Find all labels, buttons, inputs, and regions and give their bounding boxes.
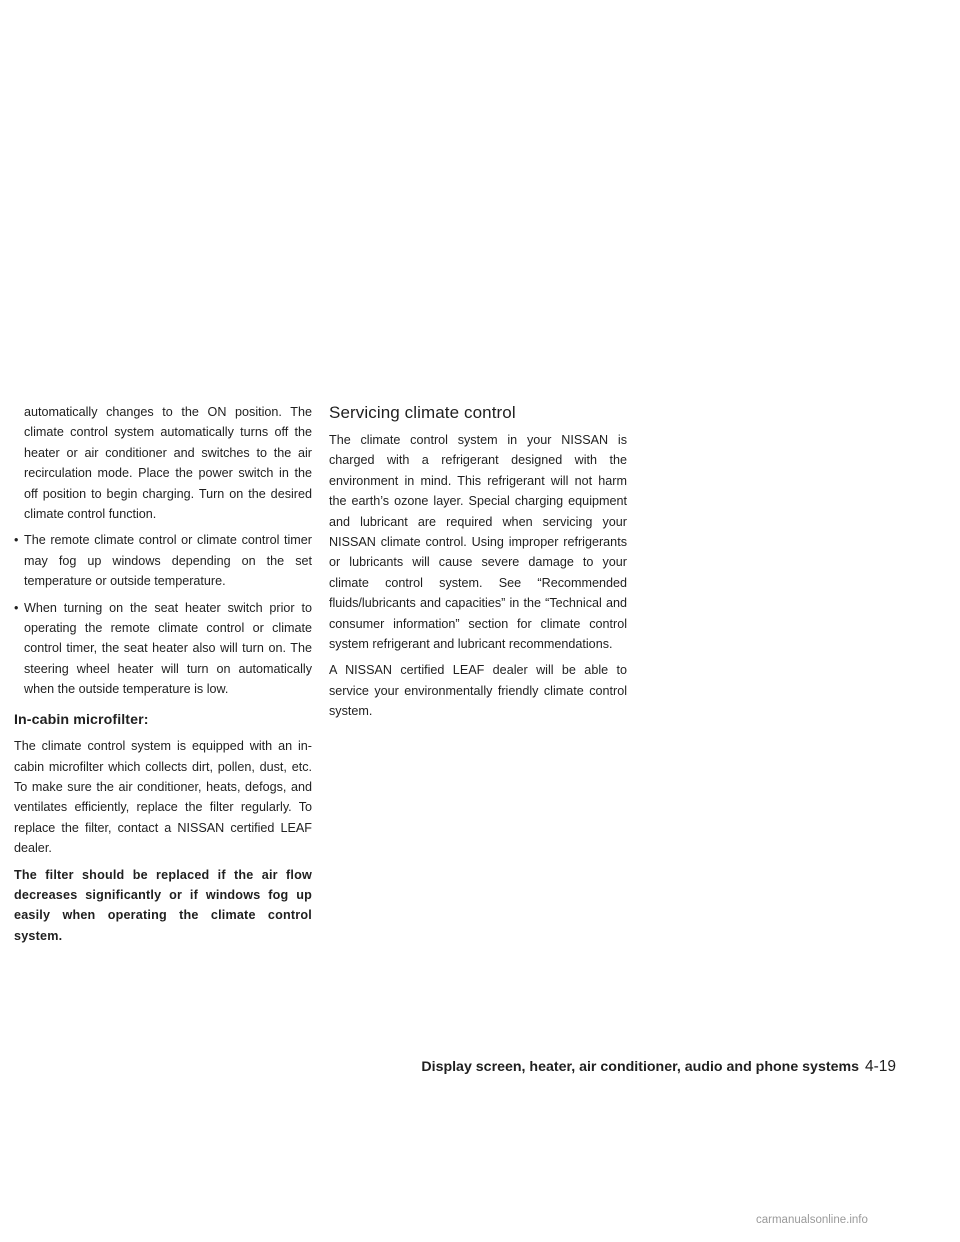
microfilter-paragraph: The climate control system is equipped with an in-cabin microfilter which collects dirt, pollen, dust, etc. To make sure the air conditioner, heats, defogs, and ventilates efficiently, replace the filter regularly. To replace the filter, contact a NISSAN certified LEAF dealer.	[14, 739, 312, 856]
continued-paragraph: automatically changes to the ON position. The climate control system automatically turns off the heater or air conditioner and switches to the air recirculation mode. Place the power switch in the off position to begin charging. Turn on the desired climate control function.	[24, 405, 312, 522]
bullet-text: The remote climate control or climate control timer may fog up windows depending on the set temperature or outside temperature.	[24, 533, 312, 589]
servicing-heading: Servicing climate control	[329, 403, 516, 422]
watermark: carmanualsonline.info	[756, 1214, 868, 1226]
servicing-paragraph-1: The climate control system in your NISSAN is charged with a refrigerant designed with the environment in mind. This refrigerant will not harm the earth’s ozone layer. Special charging equipment and lubricant are required when servicing your NISSAN climate control. Using improper refrigerants or lubricants will cause severe damage to your climate control system. See “Recommended fluids/lubricants and capacities” in the “Technical and consumer information” section for climate control system refrigerant and lubricant recommendations.	[329, 433, 627, 652]
left-column	[14, 402, 312, 946]
bullet-text: When turning on the seat heater switch prior to operating the remote climate control or climate control timer, the seat heater also will turn on. The steering wheel heater will turn on automatically when the outside temperature is low.	[24, 600, 312, 697]
servicing-paragraph-2: A NISSAN certified LEAF dealer will be able to service your environmentally friendly climate control system.	[329, 663, 627, 719]
microfilter-heading: In-cabin microfilter:	[14, 711, 149, 728]
right-column	[329, 402, 627, 728]
page-footer	[400, 1058, 896, 1076]
chapter-title: Display screen, heater, air conditioner, audio and phone systems	[421, 1059, 859, 1075]
bullet-item	[14, 530, 312, 591]
microfilter-warning: The filter should be replaced if the air flow decreases significantly or if windows fog up easily when operating the climate control system.	[14, 867, 312, 943]
bullet-icon: •	[14, 533, 19, 548]
bullet-item	[14, 598, 312, 700]
bullet-icon: •	[14, 600, 19, 615]
page-number: 4-19	[864, 1058, 896, 1075]
